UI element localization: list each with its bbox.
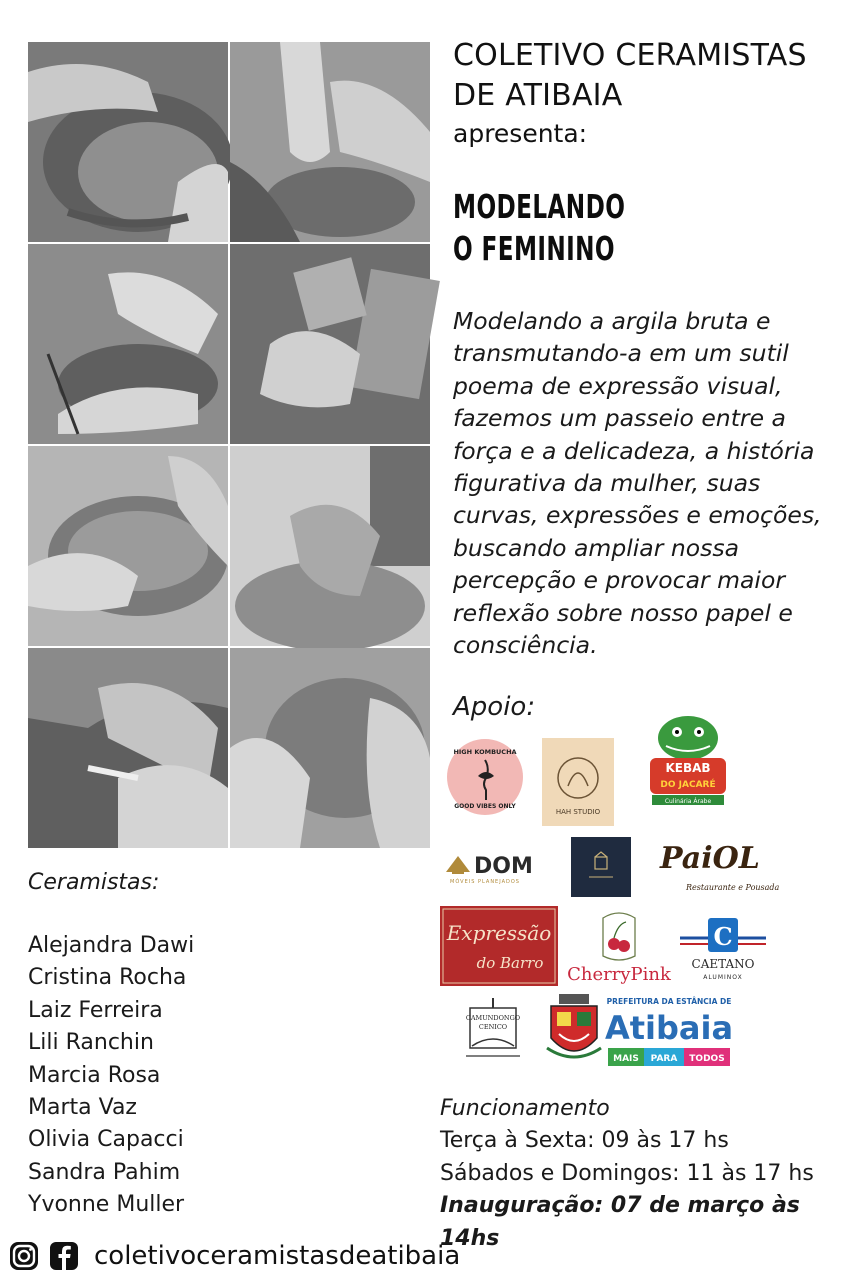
camundongo-line1: CAMUNDONGO xyxy=(465,1014,521,1022)
kombucha-bottom-text: GOOD VIBES ONLY xyxy=(454,803,516,810)
ceramist-name: Alejandra Dawi xyxy=(28,933,195,958)
support-label: Apoio: xyxy=(453,692,536,722)
dom-tag: MÓVEIS PLANEJADOS xyxy=(450,879,520,885)
exhibition-title xyxy=(453,186,625,270)
photo-hands-on-wheel xyxy=(230,446,430,646)
hours-label: Funcionamento xyxy=(440,1096,610,1121)
atibaia-tag3: TODOS xyxy=(689,1054,725,1064)
caetano-tag: ALUMINOX xyxy=(703,974,743,981)
cherry-pink-logo xyxy=(568,908,670,988)
cherry-name: CherryPink xyxy=(567,964,671,985)
social-handle[interactable]: coletivoceramistasdeatibaia xyxy=(94,1241,461,1271)
navy-emblem-logo xyxy=(571,837,631,897)
ceramists-label: Ceramistas: xyxy=(28,870,160,895)
expressao-line1: Expressão xyxy=(446,921,552,945)
photo-hands-holding-bowl xyxy=(28,446,228,646)
paiol-logo xyxy=(656,830,780,902)
organization-title: COLETIVO CERAMISTAS DE ATIBAIA xyxy=(453,38,807,113)
instagram-icon[interactable] xyxy=(8,1240,40,1272)
paiol-tag: Restaurante e Pousada xyxy=(686,883,780,892)
prefeitura-atibaia-logo xyxy=(604,994,734,1068)
exhibition-description: Modelando a argila bruta e transmutando-a em um sutil poema de expressão visual, fazemos um passeio entre a força e a delicadeza, a história figurativa da mulher, suas curvas, expressões e emoções, buscando ampliar nossa percepção e provocar maior reflexão sobre nosso papel e consciência. xyxy=(453,307,822,660)
expressao-line2: do Barro xyxy=(476,954,544,972)
atibaia-name: Atibaia xyxy=(604,1009,734,1047)
caetano-name: CAETANO xyxy=(691,957,755,971)
expressao-do-barro-logo xyxy=(440,906,558,986)
ceramist-name: Cristina Rocha xyxy=(28,965,187,991)
ceramists-list xyxy=(28,930,194,1222)
paiol-name: PaiOL xyxy=(660,841,760,876)
atibaia-tag2: PARA xyxy=(650,1054,678,1064)
ceramist-name: Laiz Ferreira xyxy=(28,997,163,1023)
kebab-line1: KEBAB xyxy=(665,761,711,775)
ceramist-name: Lili Ranchin xyxy=(28,1030,154,1056)
photo-carving-bowl xyxy=(28,244,228,444)
photo-hands-round-clay xyxy=(230,648,430,848)
ceramist-name: Olivia Capacci xyxy=(28,1127,184,1153)
prefeitura-top: PREFEITURA DA ESTÂNCIA DE xyxy=(606,997,732,1006)
dom-moveis-logo xyxy=(444,842,556,886)
kebab-do-jacare-logo xyxy=(644,710,732,806)
kebab-line2: DO JACARÉ xyxy=(660,780,716,790)
dom-name: DOM xyxy=(474,854,533,879)
opening-date: Inauguração: 07 de março às 14hs xyxy=(440,1193,800,1251)
photo-hands-shaping-clay xyxy=(28,42,228,242)
photo-hand-pressing-clay xyxy=(230,42,430,242)
hours-weekend: Sábados e Domingos: 11 às 17 hs xyxy=(440,1160,814,1186)
ceramist-name: Yvonne Muller xyxy=(28,1192,185,1218)
caetano-aluminox-logo xyxy=(678,912,768,984)
hours-weekdays: Terça à Sexta: 09 às 17 hs xyxy=(440,1128,729,1154)
presents-label: apresenta: xyxy=(453,119,588,148)
camundongo-line2: CENICO xyxy=(478,1023,508,1031)
caetano-letter: C xyxy=(713,922,733,951)
camundongo-cenico-logo xyxy=(458,994,528,1064)
high-kombucha-logo xyxy=(446,738,524,816)
facebook-icon[interactable] xyxy=(48,1240,80,1272)
ceramist-name: Marcia Rosa xyxy=(28,1062,161,1088)
exhibition-title-line2: O FEMININO xyxy=(453,229,616,268)
kombucha-top-text: HIGH KOMBUCHA xyxy=(453,748,517,756)
atibaia-tag1: MAIS xyxy=(613,1054,639,1064)
opening-hours xyxy=(440,1093,850,1255)
kebab-tag: Culinária Árabe xyxy=(664,798,712,805)
photo-hands-with-clay-block xyxy=(230,244,430,444)
ceramist-name: Marta Vaz xyxy=(28,1095,137,1121)
exhibition-title-line1: MODELANDO xyxy=(453,187,626,226)
ceramist-name: Sandra Pahim xyxy=(28,1159,181,1185)
atibaia-coat-of-arms xyxy=(545,992,603,1068)
photo-grid xyxy=(28,42,428,846)
social-footer xyxy=(8,1238,460,1274)
hah-studio-text: HAH STUDIO xyxy=(555,808,601,816)
hah-studio-logo xyxy=(542,738,614,826)
photo-tool-on-clay xyxy=(28,648,228,848)
